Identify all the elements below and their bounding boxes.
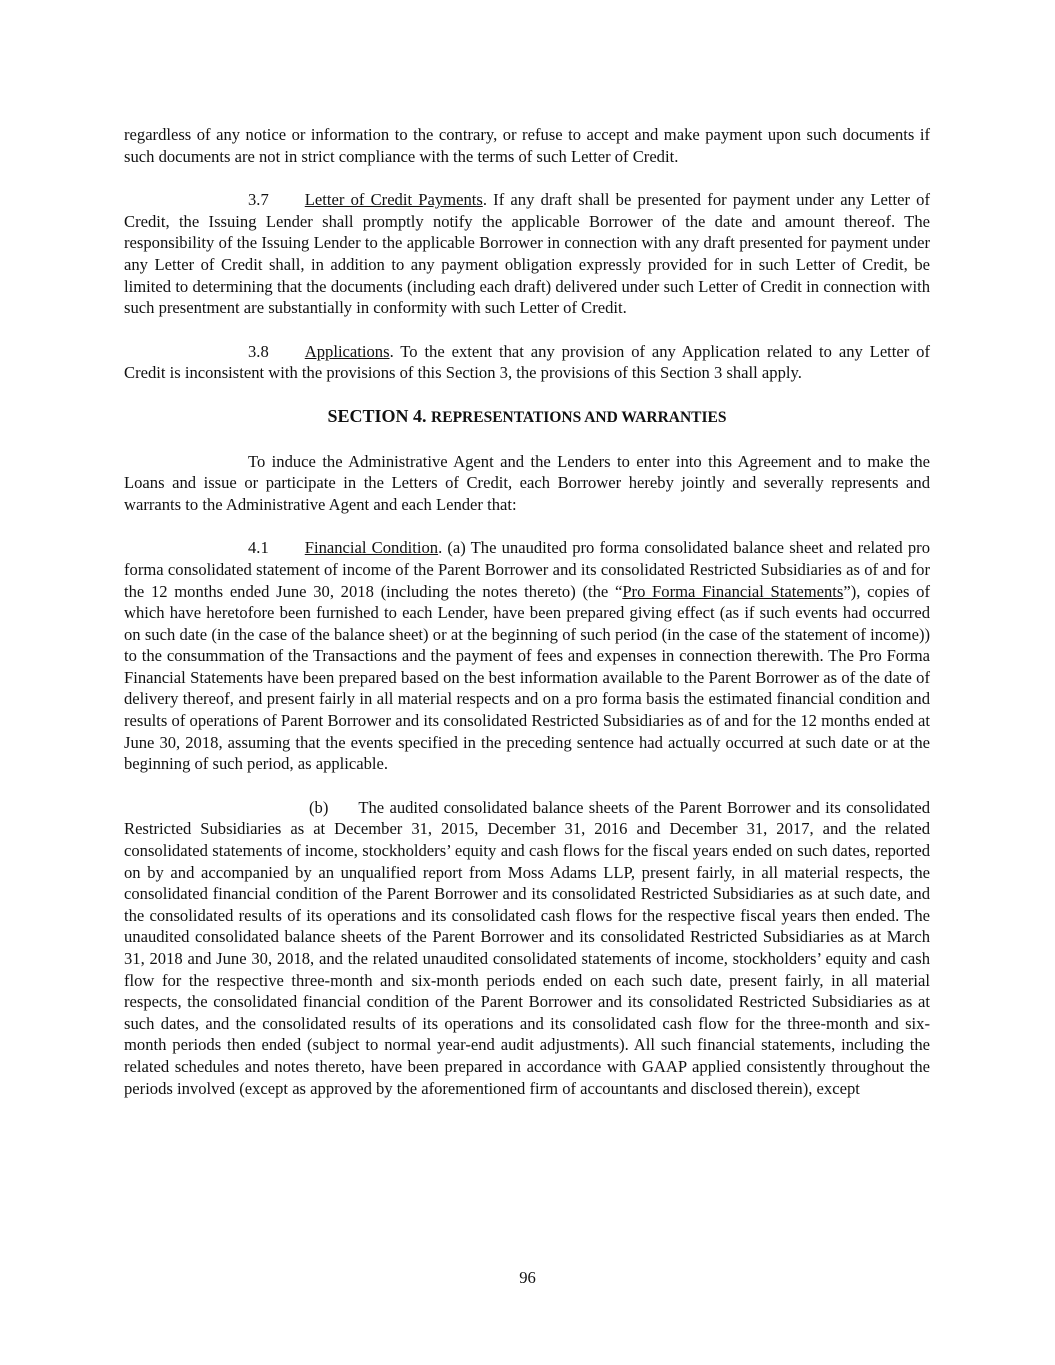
- document-page: [124, 124, 930, 1121]
- section-4-intro-text: To induce the Administrative Agent and the Lenders to enter into this Agreement and to make the Loans and issue or participate in the Letters of Credit, each Borrower hereby jointly and severally represents and warrants to the Administrative Agent and each Lender that:: [124, 451, 930, 514]
- clause-b-body: The audited consolidated balance sheets of the Parent Borrower and its consolidated Restricted Subsidiaries as at December 31, 2015, December 31, 2016 and December 31, 2017, and the related consolidated statements of income, stockholders’ equity and cash flows for the fiscal years ended on such dates, reported on by and accompanied by an unqualified report from Moss Adams LLP, present fairly, in all material respects, the consolidated financial condition of the Parent Borrower and its consolidated Restricted Subsidiaries as at such date, and the consolidated results of its operations and its consolidated cash flows for the respective fiscal years then ended. The unaudited consolidated balance sheets of the Parent Borrower and its consolidated Restricted Subsidiaries as at March 31, 2018 and June 30, 2018, and the related unaudited consolidated statements of income, stockholders’ equity and cash flow for the respective three-month and six-month periods ended on each such date, present fairly, in all material respects, the consolidated financial condition of the Parent Borrower and its consolidated Restricted Subsidiaries as at such dates, and the consolidated results of its operations and its consolidated cash flow for the three-month and six-month periods then ended (subject to normal year-end audit adjustments). All such financial statements, including the related schedules and notes thereto, have been prepared in accordance with GAAP applied consistently throughout the periods involved (except as approved by the aforementioned firm of accountants and disclosed therein), except: [124, 797, 930, 1098]
- clause-b-label: (b): [309, 797, 329, 817]
- section-4-heading: [124, 406, 930, 429]
- section-4-number: SECTION 4.: [327, 405, 427, 426]
- section-3-8-title: Applications: [304, 341, 390, 361]
- section-4-1-body-b: ”), copies of which have heretofore been furnished to each Lender, have been prepared giving effect (as if such events had occurred on such date (in the case of the balance sheet) or at the beginning of such period (in the case of the statement of income)) to the consummation of the Transactions and the payment of fees and expenses in connection therewith. The Pro Forma Financial Statements have been prepared based on the best information available to the Parent Borrower as of the date of delivery thereof, and present fairly in all material respects and on a pro forma basis the estimated financial condition and results of operations of Parent Borrower and its consolidated Restricted Subsidiaries as of and for the 12 months ended at June 30, 2018, assuming that the events specified in the preceding sentence had actually occurred at such date or at the beginning of such period, as applicable.: [124, 581, 930, 774]
- section-3-7-body: . If any draft shall be presented for payment under any Letter of Credit, the Issuing Lender shall promptly notify the applicable Borrower of the date and amount thereof. The responsibility of the Issuing Lender to the applicable Borrower in connection with any draft presented for payment under any Letter of Credit shall, in addition to any payment obligation expressly provided for in such Letter of Credit, be limited to determining that the documents (including each draft) delivered under such Letter of Credit in connection with such presentment are substantially in conformity with such Letter of Credit.: [124, 190, 930, 318]
- section-4-1-title: Financial Condition: [304, 538, 439, 558]
- section-3-7-paragraph: [124, 189, 930, 319]
- section-4-1-body-a: . (a) The unaudited pro forma consolidated balance sheet and related pro forma consolidated statement of income of the Parent Borrower and its consolidated Restricted Subsidiaries as of and for the 12 months ended June 30, 2018 (including the notes thereto) (the “: [124, 538, 931, 601]
- section-4-1-b-paragraph: [124, 797, 930, 1099]
- defined-term-pro-forma: Pro Forma Financial Statements: [622, 581, 844, 601]
- page-number: 96: [519, 1268, 536, 1287]
- section-3-8-body: . To the extent that any provision of any Application related to any Letter of Credit is inconsistent with the provisions of this Section 3, the provisions of this Section 3 shall apply.: [124, 341, 930, 383]
- section-3-8-paragraph: [124, 341, 930, 384]
- section-4-intro-paragraph: [124, 451, 930, 516]
- section-4-1-paragraph: [124, 537, 930, 775]
- section-3-8-number: 3.8: [248, 341, 269, 361]
- section-4-title: REPRESENTATIONS AND WARRANTIES: [431, 408, 727, 426]
- section-4-1-number: 4.1: [248, 538, 269, 558]
- continuation-text: regardless of any notice or information to the contrary, or refuse to accept and make payment upon such documents if such documents are not in strict compliance with the terms of such Letter of Credit.: [124, 125, 930, 166]
- section-3-7-number: 3.7: [248, 190, 269, 210]
- section-3-7-title: Letter of Credit Payments: [304, 190, 483, 210]
- continuation-paragraph: [124, 124, 930, 167]
